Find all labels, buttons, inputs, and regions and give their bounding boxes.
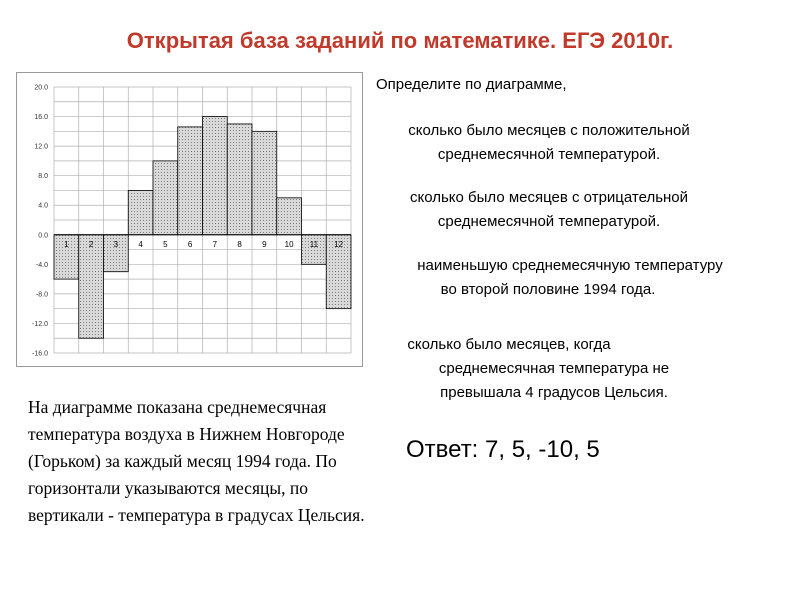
- y-tick-label: -4.0: [35, 261, 48, 269]
- question-3-line-2: во второй половине 1994 года.: [440, 281, 656, 298]
- y-tick-label: -8.0: [35, 291, 48, 299]
- bar-month-6: [178, 127, 203, 235]
- month-label-12: 12: [334, 239, 344, 249]
- question-intro: Определите по диаграмме,: [376, 76, 567, 93]
- y-tick-label: 0.0: [38, 232, 48, 240]
- temperature-bar-chart: [17, 73, 362, 366]
- question-4-line-1: сколько было месяцев, когда: [407, 336, 611, 353]
- month-label-3: 3: [113, 239, 119, 249]
- month-label-8: 8: [237, 239, 242, 249]
- month-label-9: 9: [262, 239, 267, 249]
- month-label-4: 4: [138, 239, 143, 249]
- y-tick-label: 4.0: [38, 202, 48, 210]
- chart-description: На диаграмме показана среднемесячная температура воздуха в Нижнем Новгороде (Горьком) за каждый месяц 1994 года. По горизонтали указываются месяцы, по вертикали - температура в градусах Цельсия.: [28, 397, 365, 525]
- question-3-line-1: наименьшую среднемесячную температуру: [417, 257, 723, 274]
- month-label-5: 5: [163, 239, 168, 249]
- bar-month-9: [252, 131, 277, 234]
- y-tick-label: 16.0: [34, 114, 48, 122]
- y-tick-label: 12.0: [34, 143, 48, 151]
- chart-frame: [16, 72, 363, 367]
- y-tick-label: -16.0: [32, 350, 48, 358]
- y-tick-label: 8.0: [38, 173, 48, 181]
- question-2-line-2: среднемесячной температурой.: [437, 213, 661, 230]
- month-label-10: 10: [284, 239, 294, 249]
- bar-month-4: [128, 190, 153, 234]
- question-2-line-1: сколько было месяцев с отрицательной: [409, 189, 689, 206]
- y-tick-label: 20.0: [34, 84, 48, 92]
- bar-month-5: [153, 161, 178, 235]
- slide-title: Открытая база заданий по математике. ЕГЭ 2010г.: [126, 28, 674, 53]
- question-1-line-2: среднемесячной температурой.: [437, 146, 661, 163]
- month-label-7: 7: [212, 239, 218, 249]
- month-label-2: 2: [88, 239, 94, 249]
- question-4-line-2: среднемесячная температура не: [438, 360, 670, 377]
- question-1-line-1: сколько было месяцев с положительной: [408, 122, 690, 139]
- month-label-1: 1: [64, 239, 69, 249]
- bar-month-2: [79, 235, 104, 338]
- question-4-line-3: превышала 4 градусов Цельсия.: [440, 384, 668, 401]
- month-label-11: 11: [309, 239, 319, 249]
- bar-month-8: [227, 124, 252, 235]
- answer-text: Ответ: 7, 5, -10, 5: [406, 436, 600, 463]
- bar-month-10: [277, 198, 302, 235]
- month-label-6: 6: [187, 239, 193, 249]
- y-tick-label: -12.0: [32, 320, 48, 328]
- bar-month-7: [203, 117, 228, 235]
